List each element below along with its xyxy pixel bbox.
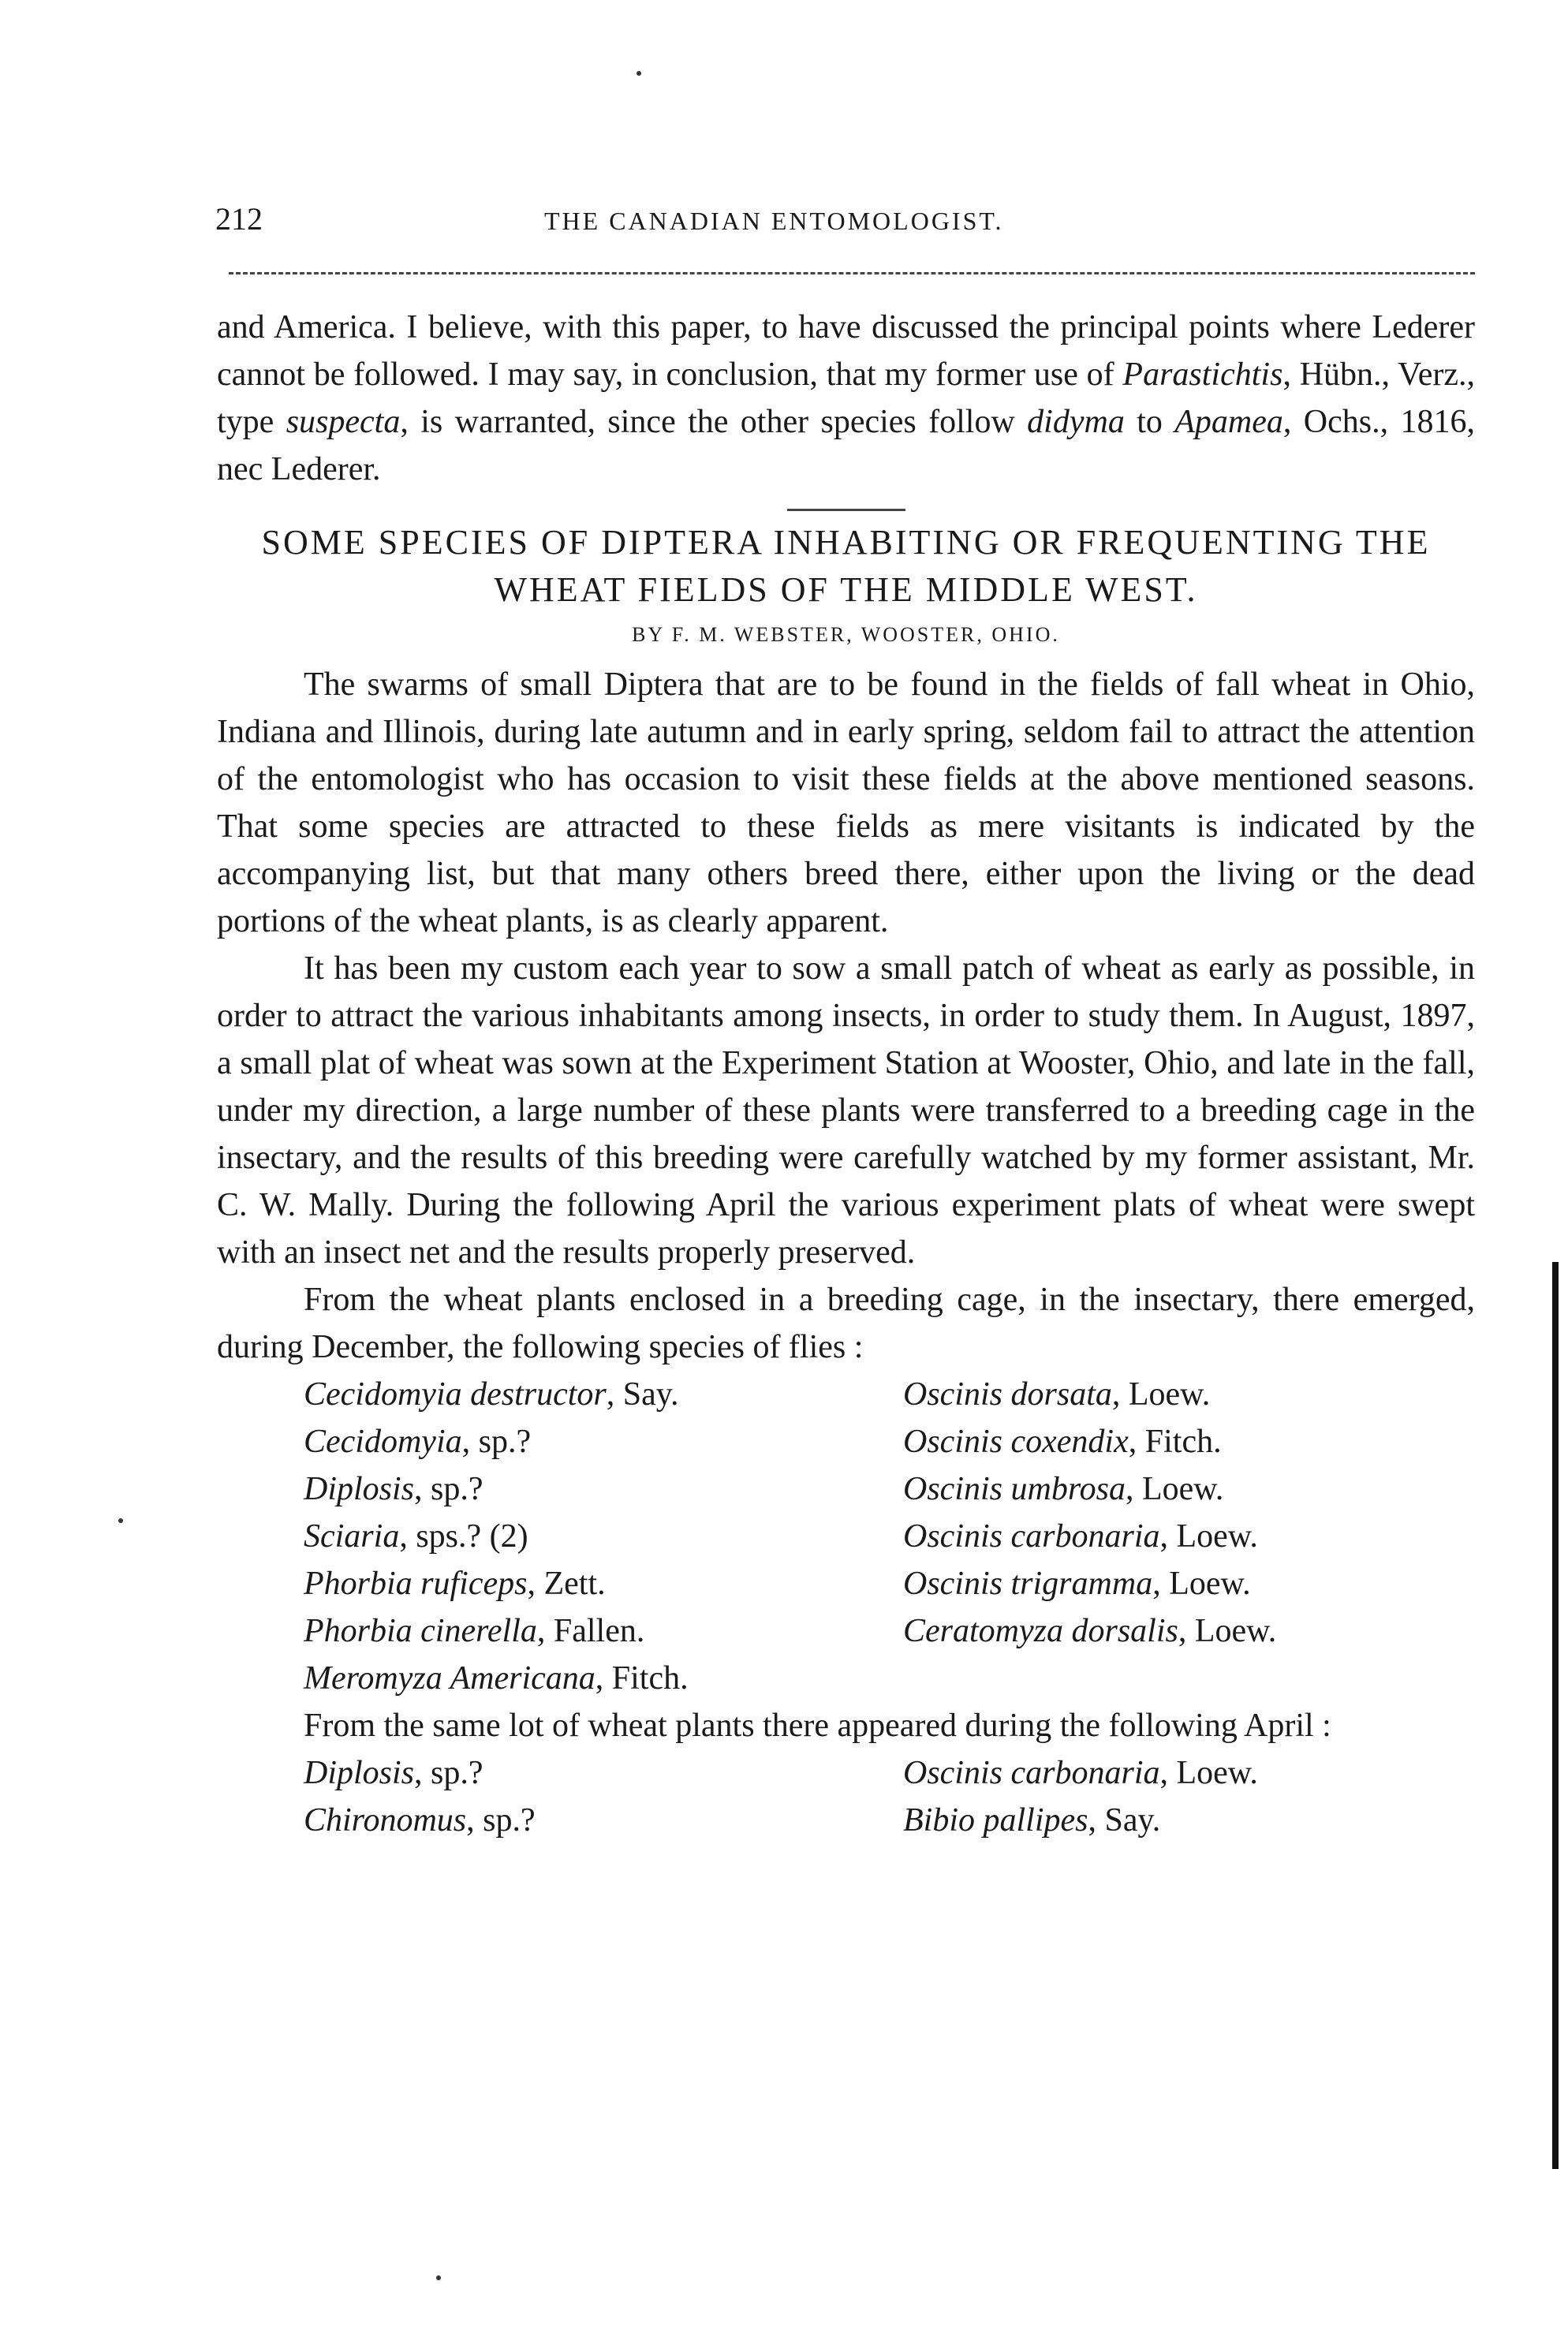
species-name: Phorbia cinerella [304,1613,537,1649]
genus-name: Apamea [1174,404,1283,440]
species-name: Oscinis carbonaria [903,1518,1160,1555]
body-paragraph: It has been my custom each year to sow a small patch of wheat as early as possible, in order to attract the various inhabitants among insects, in order to study them. In August, 1897, a small plat of wheat was sown at the Experiment Station at Wooster, Ohio, and late in the fall, under my direction, a large number of these plants were transferred to a breeding cage in the insectary, and the results of this breeding were carefully watched by my former assistant, Mr. C. W. Mally. During the following April the various experiment plats of wheat were swept with an insect net and the results properly preserved. [217,950,1475,1271]
species-authority: , sp.? [461,1424,532,1460]
species-name: Oscinis coxendix [903,1424,1129,1460]
species-entry [304,1797,903,1844]
species-name: Phorbia ruficeps [304,1566,528,1602]
species-authority: , Loew. [1159,1518,1258,1555]
article-title: SOME SPECIES OF DIPTERA INHABITING OR FREQUENTING THE WHEAT FIELDS OF THE MIDDLE WEST. [261,523,1431,609]
species-list-december [304,1371,1475,1702]
species-authority: , Loew. [1152,1566,1251,1602]
species-name: Oscinis trigramma [903,1566,1153,1602]
species-name: Cecidomyia destructor [304,1376,607,1413]
species-entry [304,1607,903,1655]
body-paragraph: From the same lot of wheat plants there appeared during the following April : [304,1708,1331,1744]
species-authority: , sps.? (2) [399,1518,528,1555]
species-authority: , Say. [606,1376,679,1413]
species-entry [304,1418,903,1465]
species-authority: , Fallen. [536,1613,645,1649]
body-paragraph: From the wheat plants enclosed in a breeding cage, in the insectary, there emerged, during December, the following species of flies : [217,1282,1475,1365]
scan-speck [436,2275,441,2280]
species-name: Meromyza Americana [304,1660,595,1697]
species-name: Oscinis dorsata [903,1376,1112,1413]
species-entry [304,1655,903,1702]
species-name: Diplosis [304,1755,415,1791]
species-entry [903,1513,1503,1560]
species-authority: , Fitch. [595,1660,689,1697]
species-entry [304,1371,903,1418]
species-authority: , Loew. [1125,1471,1224,1507]
species-entry [304,1465,903,1513]
header-rule [229,272,1475,274]
species-name: Oscinis umbrosa [903,1471,1126,1507]
continuation-paragraph: and America. I believe, with this paper, to have discussed the principal points where Lederer cannot be followed. I may say, in conclusion, that my former use of Parastichtis, Hübn., Verz., type suspecta, is warranted, since the other species follow didyma to Apamea, Ochs., 1816, nec Lederer. [217,309,1475,487]
species-authority: , Loew. [1159,1755,1258,1791]
species-list-april [304,1749,1475,1844]
species-entry [903,1465,1503,1513]
species-entry [903,1797,1503,1844]
species-authority: , sp.? [414,1755,483,1791]
scan-edge-bar [1552,1262,1559,2169]
species-name: Oscinis carbonaria [903,1755,1160,1791]
species-authority: , Say. [1088,1802,1161,1839]
page-body [217,304,1475,1844]
species-name: Diplosis [304,1471,415,1507]
article-byline: BY F. M. WEBSTER, WOOSTER, OHIO. [632,623,1060,646]
species-authority: , Loew. [1111,1376,1211,1413]
scan-speck [118,1518,123,1523]
page-number: 212 [215,201,263,237]
species-entry [903,1607,1503,1655]
species-authority: , Zett. [527,1566,606,1602]
species-name: Cecidomyia [304,1424,462,1460]
species-entry [304,1560,903,1607]
species-entry [304,1749,903,1797]
running-head: THE CANADIAN ENTOMOLOGIST. [544,207,1004,235]
species-entry [903,1371,1503,1418]
species-authority: , Loew. [1178,1613,1277,1649]
species-authority: , sp.? [466,1802,536,1839]
body-paragraph: The swarms of small Diptera that are to be found in the fields of fall wheat in Ohio, Indiana and Illinois, during late autumn and in early spring, seldom fail to attract the attention of the entomologist who has occasion to visit these fields at the above mentioned seasons. That some species are attracted to these fields as mere visitants is indicated by the accompanying list, but that many others breed there, either upon the living or the dead portions of the wheat plants, is as clearly apparent. [217,666,1475,939]
species-name: Bibio pallipes [903,1802,1088,1839]
species-name: suspecta [286,404,401,440]
species-name: Sciaria [304,1518,400,1555]
species-entry [304,1513,903,1560]
species-authority: , Fitch. [1128,1424,1222,1460]
species-authority: , sp.? [414,1471,483,1507]
species-entry [903,1418,1503,1465]
species-name: Chironomus [304,1802,467,1839]
species-name: Ceratomyza dorsalis [903,1613,1178,1649]
species-entry [903,1560,1503,1607]
scan-speck [637,71,641,76]
species-name: didyma [1027,404,1125,440]
species-entry [903,1749,1503,1797]
section-rule [787,509,905,511]
genus-name: Parastichtis [1122,357,1283,393]
